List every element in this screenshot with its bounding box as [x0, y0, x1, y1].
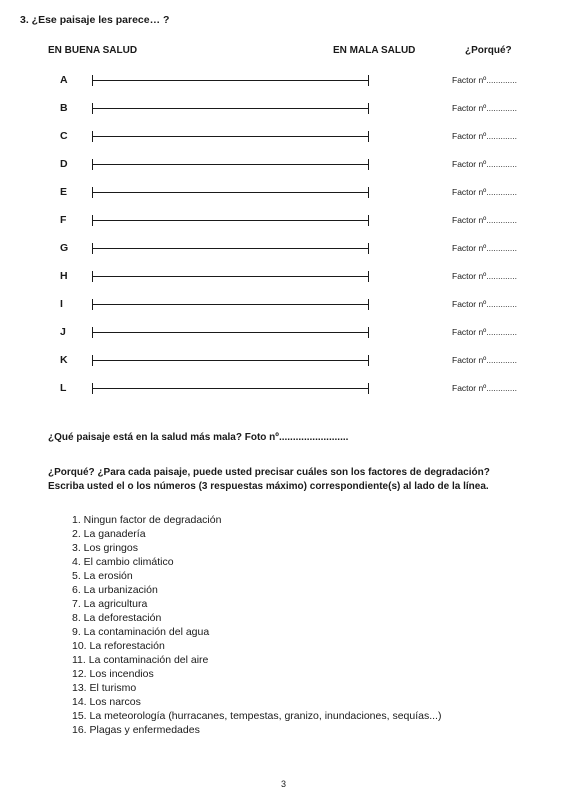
factor-item: 8. La deforestación [72, 612, 162, 624]
factor-blank[interactable]: Factor nº............. [452, 243, 517, 253]
factor-blank[interactable]: Factor nº............. [452, 159, 517, 169]
factor-blank[interactable]: Factor nº............. [452, 327, 517, 337]
health-scale-line[interactable] [92, 220, 368, 221]
factor-blank[interactable]: Factor nº............. [452, 75, 517, 85]
health-scale-line[interactable] [92, 192, 368, 193]
factor-blank[interactable]: Factor nº............. [452, 383, 517, 393]
factor-blank[interactable]: Factor nº............. [452, 299, 517, 309]
scale-end-tick [368, 131, 369, 142]
health-scale-line[interactable] [92, 164, 368, 165]
scale-end-tick [368, 271, 369, 282]
factor-item: 12. Los incendios [72, 668, 154, 680]
row-letter: J [60, 326, 66, 338]
health-scale-line[interactable] [92, 136, 368, 137]
worst-landscape-question: ¿Qué paisaje está en la salud más mala? Foto nº......................... [48, 432, 349, 443]
health-scale-line[interactable] [92, 360, 368, 361]
scale-end-tick [368, 327, 369, 338]
factor-item: 4. El cambio climático [72, 556, 174, 568]
instruction-line: ¿Porqué? ¿Para cada paisaje, puede usted precisar cuáles son los factores de degradación? [48, 467, 490, 478]
row-letter: D [60, 158, 68, 170]
row-letter: L [60, 382, 67, 394]
rating-row [0, 158, 567, 172]
page-number: 3 [280, 779, 286, 789]
rating-row [0, 382, 567, 396]
factor-item: 3. Los gringos [72, 542, 138, 554]
health-scale-line[interactable] [92, 304, 368, 305]
rating-row [0, 354, 567, 368]
factor-item: 13. El turismo [72, 682, 137, 694]
column-header-bad-health: EN MALA SALUD [333, 45, 416, 56]
factor-item: 7. La agricultura [72, 598, 148, 610]
row-letter: C [60, 130, 68, 142]
row-letter: F [60, 214, 67, 226]
factor-item: 11. La contaminación del aire [72, 654, 209, 666]
rating-row [0, 326, 567, 340]
scale-end-tick [368, 159, 369, 170]
scale-end-tick [368, 355, 369, 366]
factor-blank[interactable]: Factor nº............. [452, 215, 517, 225]
health-scale-line[interactable] [92, 80, 368, 81]
factor-item: 10. La reforestación [72, 640, 165, 652]
row-letter: G [60, 242, 69, 254]
degradation-factor-list [72, 513, 441, 737]
rating-row [0, 242, 567, 256]
scale-end-tick [368, 103, 369, 114]
factor-item: 1. Ningun factor de degradación [72, 514, 222, 526]
rating-row [0, 102, 567, 116]
rating-row [0, 270, 567, 284]
column-header-why: ¿Porqué? [465, 45, 512, 56]
factor-item: 5. La erosión [72, 570, 133, 582]
health-scale-line[interactable] [92, 332, 368, 333]
column-header-good-health: EN BUENA SALUD [48, 45, 138, 56]
scale-end-tick [368, 383, 369, 394]
health-scale-line[interactable] [92, 248, 368, 249]
rating-row [0, 130, 567, 144]
instruction-line: Escriba usted el o los números (3 respuestas máximo) correspondiente(s) al lado de la línea. [48, 481, 489, 492]
factor-blank[interactable]: Factor nº............. [452, 131, 517, 141]
factor-item: 15. La meteorología (hurracanes, tempestas, granizo, inundaciones, sequías...) [72, 710, 442, 722]
rating-row [0, 186, 567, 200]
factor-blank[interactable]: Factor nº............. [452, 187, 517, 197]
rating-row [0, 298, 567, 312]
factor-item: 9. La contaminación del agua [72, 626, 210, 638]
health-scale-line[interactable] [92, 388, 368, 389]
factor-blank[interactable]: Factor nº............. [452, 103, 517, 113]
row-letter: B [60, 102, 68, 114]
row-letter: A [60, 74, 68, 86]
instructions [48, 466, 548, 494]
factor-item: 6. La urbanización [72, 584, 158, 596]
rating-row [0, 74, 567, 88]
health-scale-line[interactable] [92, 276, 368, 277]
factor-blank[interactable]: Factor nº............. [452, 355, 517, 365]
scale-end-tick [368, 75, 369, 86]
factor-item: 16. Plagas y enfermedades [72, 724, 200, 736]
scale-end-tick [368, 243, 369, 254]
factor-blank[interactable]: Factor nº............. [452, 271, 517, 281]
row-letter: K [60, 354, 68, 366]
row-letter: E [60, 186, 68, 198]
row-letter: I [60, 298, 63, 310]
factor-item: 14. Los narcos [72, 696, 141, 708]
health-scale-line[interactable] [92, 108, 368, 109]
scale-end-tick [368, 215, 369, 226]
section-heading: 3. ¿Ese paisaje les parece… ? [20, 14, 170, 26]
scale-end-tick [368, 187, 369, 198]
scale-end-tick [368, 299, 369, 310]
factor-item: 2. La ganadería [72, 528, 146, 540]
row-letter: H [60, 270, 68, 282]
rating-row [0, 214, 567, 228]
